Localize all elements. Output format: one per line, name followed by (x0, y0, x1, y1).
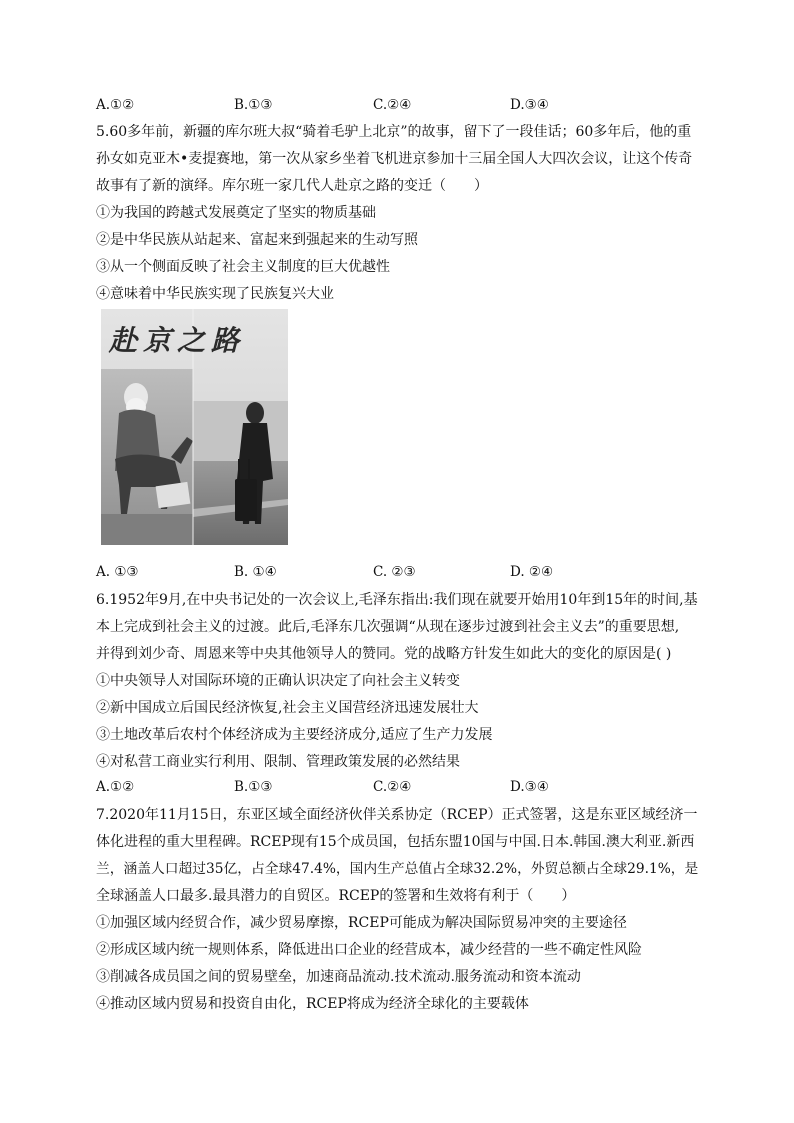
q7-item-4: ④推动区域内贸易和投资自由化，RCEP将成为经济全球化的主要载体 (96, 996, 529, 1012)
q4-options (96, 97, 696, 115)
q5-option-c[interactable]: C. ②③ (373, 564, 416, 580)
q7-stem-line-1: 7.2020年11月15日，东亚区域全面经济伙伴关系协定（RCEP）正式签署，这是东亚区域经济一 (96, 807, 698, 823)
q5-option-b[interactable]: B. ①④ (234, 564, 277, 580)
q5-item-4: ④意味着中华民族实现了民族复兴大业 (96, 286, 334, 302)
q4-option-c[interactable]: C.②④ (373, 97, 412, 113)
q7-item-3: ③削减各成员国之间的贸易壁垒，加速商品流动.技术流动.服务流动和资本流动 (96, 969, 581, 985)
q7-item-2: ②形成区域内统一规则体系，降低进出口企业的经营成本，减少经营的一些不确定性风险 (96, 942, 642, 958)
q5-item-2: ②是中华民族从站起来、富起来到强起来的生动写照 (96, 232, 418, 248)
q7-stem-line-3: 兰，涵盖人口超过35亿，占全球47.4%，国内生产总值占全球32.2%，外贸总额占全球29.1%，是 (96, 861, 699, 877)
q5-stem-line-1: 5.60多年前，新疆的库尔班大叔“骑着毛驴上北京”的故事，留下了一段佳话；60多年后，他的重 (96, 124, 692, 140)
q5-option-d[interactable]: D. ②④ (510, 564, 554, 580)
q4-option-b[interactable]: B.①③ (234, 97, 273, 113)
q6-option-a[interactable]: A.①② (96, 779, 135, 795)
q6-option-b[interactable]: B.①③ (234, 779, 273, 795)
q5-stem-line-3: 故事有了新的演绎。库尔班一家几代人赴京之路的变迁（ ） (96, 178, 488, 194)
q5-photo-figure (101, 309, 288, 545)
figure-title: 赴京之路 (109, 324, 246, 357)
q6-stem-line-2: 本上完成到社会主义的过渡。此后,毛泽东几次强调“从现在逐步过渡到社会主义去”的重要思想, (96, 619, 680, 635)
q6-option-c[interactable]: C.②④ (373, 779, 412, 795)
q7-stem-line-2: 体化进程的重大里程碑。RCEP现有15个成员国，包括东盟10国与中国.日本.韩国.澳大利亚.新西 (96, 834, 695, 850)
q5-item-1: ①为我国的跨越式发展奠定了坚实的物质基础 (96, 205, 376, 221)
q6-stem-line-3: 并得到刘少奇、周恩来等中央其他领导人的赞同。党的战略方针发生如此大的变化的原因是( ) (96, 646, 672, 662)
q5-option-a[interactable]: A. ①③ (96, 564, 139, 580)
q6-item-2: ②新中国成立后国民经济恢复,社会主义国营经济迅速发展壮大 (96, 700, 479, 716)
q5-stem-line-2: 孙女如克亚木•麦提赛地，第一次从家乡坐着飞机进京参加十三届全国人大四次会议，让这个传奇 (96, 151, 693, 167)
q7-stem-line-4: 全球涵盖人口最多.最具潜力的自贸区。RCEP的签署和生效将有利于（ ） (96, 888, 576, 904)
q7-item-1: ①加强区域内经贸合作，减少贸易摩擦，RCEP可能成为解决国际贸易冲突的主要途径 (96, 915, 627, 931)
q4-option-a[interactable]: A.①② (96, 97, 135, 113)
q6-option-d[interactable]: D.③④ (510, 779, 549, 795)
q6-item-3: ③土地改革后农村个体经济成为主要经济成分,适应了生产力发展 (96, 727, 493, 743)
q6-item-4: ④对私营工商业实行利用、限制、管理政策发展的必然结果 (96, 754, 460, 770)
q6-item-1: ①中央领导人对国际环境的正确认识决定了向社会主义转变 (96, 673, 460, 689)
q6-stem-line-1: 6.1952年9月,在中央书记处的一次会议上,毛泽东指出:我们现在就要开始用10年到15年的时间,基 (96, 592, 698, 608)
q4-option-d[interactable]: D.③④ (510, 97, 549, 113)
q5-item-3: ③从一个侧面反映了社会主义制度的巨大优越性 (96, 259, 390, 275)
q5-options (96, 564, 696, 582)
q6-options (96, 779, 696, 797)
